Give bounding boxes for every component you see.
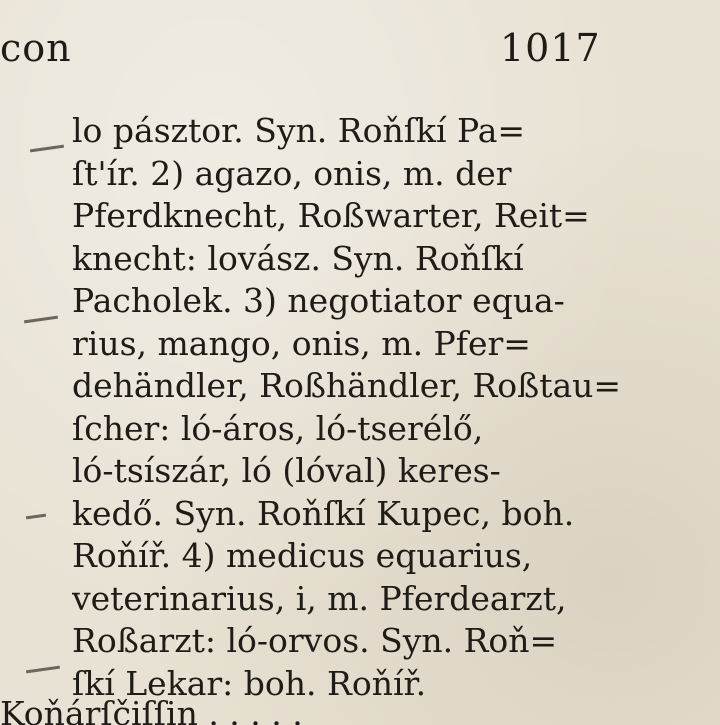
text-line: Pacholek. 3) negotiator equa- — [72, 281, 565, 320]
text-line: knecht: lovász. Syn. Roňſkí — [72, 238, 524, 278]
text-line: ſkí Lekar: boh. Roňíř. — [72, 663, 427, 703]
entry-text — [72, 110, 712, 705]
text-line: Pferdknecht, Roßwarter, Reit= — [72, 196, 590, 235]
entry-dash — [30, 145, 64, 153]
text-line: ſt'ír. 2) agazo, onis, m. der — [72, 153, 512, 193]
text-line: dehändler, Roßhändler, Roßtau= — [72, 366, 622, 405]
entry-dash — [24, 316, 58, 324]
text-line: ſcher: ló-áros, ló-tserélő, — [72, 408, 484, 448]
running-head-fragment: con — [0, 26, 72, 70]
text-line: Roňíř. 4) medicus equarius, — [72, 536, 533, 575]
text-line: lo pásztor. Syn. Roňſkí Pa= — [72, 111, 526, 150]
cutoff-line: Koňárſčiſſin . . . . . — [0, 694, 303, 725]
text-line: kedő. Syn. Roňſkí Kupec, boh. — [72, 493, 575, 533]
text-line: Roßarzt: ló-orvos. Syn. Roň= — [72, 621, 558, 660]
text-line: veterinarius, i, m. Pferdearzt, — [72, 578, 567, 618]
text-line: rius, mango, onis, m. Pfer= — [72, 323, 531, 363]
text-line: ló-tsíszár, ló (lóval) keres- — [72, 451, 501, 490]
page-number: 1017 — [500, 26, 601, 70]
entry-dash — [26, 666, 60, 674]
entry-dash — [26, 514, 46, 520]
